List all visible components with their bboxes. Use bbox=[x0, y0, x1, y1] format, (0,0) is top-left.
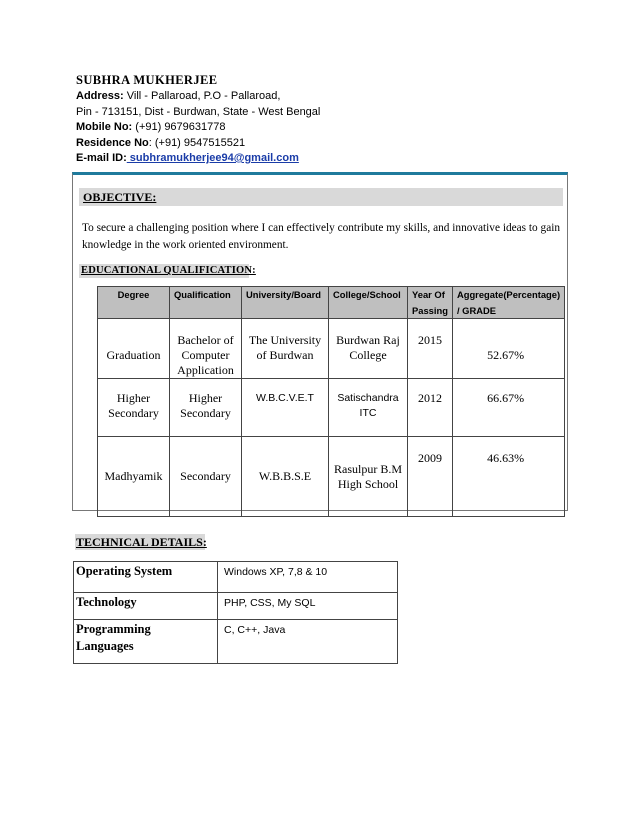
table-row bbox=[74, 562, 398, 593]
table-row bbox=[98, 319, 565, 379]
table-row bbox=[98, 379, 565, 437]
email-label: E-mail ID: bbox=[76, 152, 127, 164]
year-cell: 2015 bbox=[408, 319, 453, 379]
degree-cell: Higher Secondary bbox=[98, 379, 170, 437]
qualification-cell: Higher Secondary bbox=[170, 379, 242, 437]
email-link[interactable]: subhramukherjee94@gmail.com bbox=[126, 152, 299, 164]
objective-text: To secure a challenging position where I can effectively contribute my skills, and innovative ideas to gain knowledge in the work oriented environment. bbox=[82, 222, 560, 251]
college-cell: Satischandra ITC bbox=[329, 379, 408, 437]
university-cell: W.B.C.V.E.T bbox=[242, 379, 329, 437]
address-label: Address: bbox=[76, 90, 124, 102]
objective-heading: OBJECTIVE: bbox=[79, 188, 563, 206]
address-line bbox=[76, 89, 556, 105]
technical-table bbox=[73, 561, 398, 664]
header-college: College/School bbox=[329, 287, 408, 319]
residence-value: : (+91) 9547515521 bbox=[148, 136, 246, 149]
header-year: Year Of Passing bbox=[408, 287, 453, 319]
mobile-label: Mobile No: bbox=[76, 121, 133, 133]
candidate-name: SUBHRA MUKHERJEE bbox=[76, 73, 218, 87]
university-cell: W.B.B.S.E bbox=[242, 437, 329, 517]
aggregate-cell: 66.67% bbox=[452, 379, 564, 437]
header-qualification: Qualification bbox=[170, 287, 242, 319]
year-cell: 2009 bbox=[408, 437, 453, 517]
table-row bbox=[74, 593, 398, 620]
header-aggregate: Aggregate(Percentage) / GRADE bbox=[452, 287, 564, 319]
objective-education-section bbox=[72, 172, 568, 511]
year-cell: 2012 bbox=[408, 379, 453, 437]
header-university: University/Board bbox=[242, 287, 329, 319]
email-line bbox=[76, 151, 556, 167]
education-table bbox=[97, 286, 565, 517]
tech-label-os: Operating System bbox=[74, 562, 218, 593]
tech-value-technology: PHP, CSS, My SQL bbox=[218, 593, 398, 620]
university-cell: The University of Burdwan bbox=[242, 319, 329, 379]
residence-line bbox=[76, 136, 556, 152]
college-cell: Burdwan Raj College bbox=[329, 319, 408, 379]
tech-label-languages bbox=[74, 620, 218, 664]
technical-heading: TECHNICAL DETAILS: bbox=[76, 535, 207, 549]
header-degree: Degree bbox=[98, 287, 170, 319]
table-row bbox=[74, 620, 398, 664]
degree-cell: Madhyamik bbox=[98, 437, 170, 517]
mobile-line bbox=[76, 120, 556, 136]
aggregate-cell: 46.63% bbox=[452, 437, 564, 517]
contact-header bbox=[76, 73, 556, 167]
tech-value-languages: C, C++, Java bbox=[218, 620, 398, 664]
degree-cell: Graduation bbox=[98, 319, 170, 379]
address-value: Vill - Pallaroad, P.O - Pallaroad, bbox=[123, 90, 281, 102]
tech-label-technology: Technology bbox=[74, 593, 218, 620]
qualification-cell: Bachelor of Computer Application bbox=[170, 319, 242, 379]
education-heading: EDUCATIONAL QUALIFICATION: bbox=[81, 265, 256, 276]
tech-label-languages-text: Programming Languages bbox=[76, 622, 151, 653]
residence-label: Residence No bbox=[76, 136, 149, 149]
education-table-header bbox=[98, 287, 565, 319]
aggregate-cell: 52.67% bbox=[452, 319, 564, 379]
address-line-2: Pin - 713151, Dist - Burdwan, State - West Bengal bbox=[76, 105, 321, 118]
mobile-value: (+91) 9679631778 bbox=[132, 121, 226, 133]
table-row bbox=[98, 437, 565, 517]
tech-value-os: Windows XP, 7,8 & 10 bbox=[218, 562, 398, 593]
college-cell: Rasulpur B.M High School bbox=[329, 437, 408, 517]
qualification-cell: Secondary bbox=[170, 437, 242, 517]
